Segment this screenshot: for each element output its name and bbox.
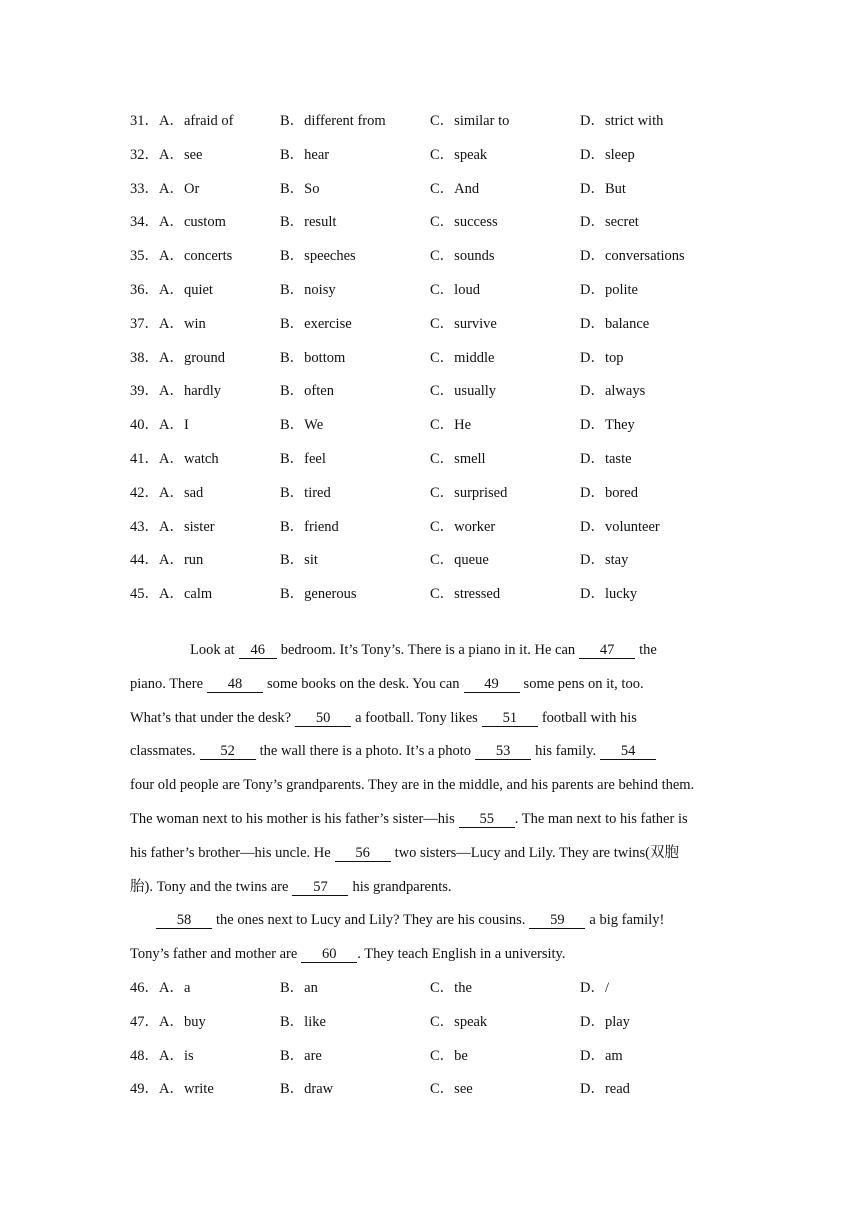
option-a bbox=[130, 308, 206, 342]
option-d: D．read bbox=[580, 1081, 630, 1098]
option-b: B．sit bbox=[280, 552, 318, 569]
option-a bbox=[130, 240, 232, 274]
option-a-text: A．sad bbox=[159, 484, 204, 501]
option-a bbox=[130, 139, 203, 173]
option-b: B．exercise bbox=[280, 315, 352, 332]
question-row bbox=[130, 375, 730, 409]
option-d: D．am bbox=[580, 1047, 623, 1064]
question-number: 34． bbox=[130, 214, 159, 231]
blank-54: 54 bbox=[600, 743, 656, 760]
question-number: 31． bbox=[130, 113, 159, 129]
passage-line: 胎). Tony and the twins are 57 his grandparents. bbox=[130, 878, 452, 895]
question-row bbox=[130, 578, 730, 612]
option-a-text: A．write bbox=[159, 1081, 214, 1098]
option-c: C．He bbox=[430, 417, 472, 434]
question-number: 41． bbox=[130, 450, 159, 467]
option-c: C．middle bbox=[430, 349, 495, 366]
option-d: D．balance bbox=[580, 315, 650, 332]
question-row bbox=[130, 342, 730, 376]
passage-line: four old people are Tony’s grandparents. They are in the middle, and his parents are behind them. bbox=[130, 777, 695, 794]
question-number: 48． bbox=[130, 1047, 159, 1064]
question-number: 32． bbox=[130, 146, 159, 163]
passage-line: classmates. 52 the wall there is a photo. It’s a photo 53 his family. 54 bbox=[130, 735, 722, 769]
option-b: B．tired bbox=[280, 484, 331, 501]
question-number: 47． bbox=[130, 1013, 159, 1030]
option-a bbox=[130, 1073, 214, 1107]
option-d: D．secret bbox=[580, 214, 639, 231]
option-a-text: A．sister bbox=[159, 518, 215, 535]
question-row bbox=[130, 105, 730, 139]
option-a bbox=[130, 477, 203, 511]
question-row bbox=[130, 1040, 730, 1074]
cloze-passage bbox=[130, 634, 722, 972]
option-a-text: A．I bbox=[159, 417, 189, 434]
option-b: B．speeches bbox=[280, 248, 356, 265]
blank-59: 59 bbox=[529, 912, 585, 929]
option-a-text: A．Or bbox=[159, 180, 200, 197]
option-b: B．hear bbox=[280, 146, 330, 163]
option-b: B．generous bbox=[280, 586, 357, 603]
question-row bbox=[130, 544, 730, 578]
option-c: C．usually bbox=[430, 383, 497, 400]
question-number: 44． bbox=[130, 552, 159, 569]
blank-48: 48 bbox=[207, 676, 263, 693]
question-number: 49． bbox=[130, 1081, 159, 1098]
option-a bbox=[130, 578, 212, 612]
blank-58: 58 bbox=[156, 912, 212, 929]
question-number: 43． bbox=[130, 518, 159, 535]
option-a bbox=[130, 409, 189, 443]
option-c: C．survive bbox=[430, 315, 497, 332]
option-a bbox=[130, 173, 199, 207]
option-d: D．always bbox=[580, 383, 646, 400]
option-b: B．result bbox=[280, 214, 337, 231]
option-a bbox=[130, 972, 190, 1006]
option-a bbox=[130, 544, 203, 578]
option-d: D．volunteer bbox=[580, 518, 660, 535]
question-number: 45． bbox=[130, 586, 159, 603]
option-a bbox=[130, 511, 215, 545]
blank-53: 53 bbox=[475, 743, 531, 760]
question-row bbox=[130, 274, 730, 308]
option-a-text: A．see bbox=[159, 146, 203, 163]
question-number: 33． bbox=[130, 180, 159, 197]
blank-55: 55 bbox=[459, 811, 515, 828]
question-row bbox=[130, 173, 730, 207]
question-number: 42． bbox=[130, 484, 159, 501]
option-a bbox=[130, 206, 226, 240]
option-c: C．And bbox=[430, 180, 480, 197]
option-b: B．We bbox=[280, 417, 324, 434]
option-b: B．often bbox=[280, 383, 334, 400]
option-b: B．friend bbox=[280, 518, 339, 535]
option-a-text: A．ground bbox=[159, 349, 226, 366]
option-b: B．feel bbox=[280, 450, 326, 467]
question-number: 46． bbox=[130, 980, 159, 996]
option-d: D．polite bbox=[580, 281, 638, 298]
option-d: D．play bbox=[580, 1013, 630, 1030]
question-number: 35． bbox=[130, 248, 159, 265]
question-row bbox=[130, 443, 730, 477]
option-a-text: A．win bbox=[159, 315, 206, 332]
passage-line: his father’s brother—his uncle. He 56 two sisters—Lucy and Lily. They are twins(双胞 bbox=[130, 844, 679, 861]
option-c: C．success bbox=[430, 214, 498, 231]
option-a-text: A．a bbox=[159, 980, 191, 996]
option-a bbox=[130, 375, 221, 409]
option-a-text: A．concerts bbox=[159, 248, 233, 265]
option-b: B．bottom bbox=[280, 349, 346, 366]
question-number: 40． bbox=[130, 417, 159, 434]
option-a-text: A．custom bbox=[159, 214, 226, 231]
question-row bbox=[130, 1006, 730, 1040]
option-a-text: A．is bbox=[159, 1047, 194, 1064]
option-c: C．the bbox=[430, 980, 472, 996]
question-number: 39． bbox=[130, 383, 159, 400]
option-b: B．different from bbox=[280, 113, 386, 129]
option-c: C．smell bbox=[430, 450, 486, 467]
option-a bbox=[130, 1006, 206, 1040]
blank-52: 52 bbox=[200, 743, 256, 760]
option-c: C．surprised bbox=[430, 484, 508, 501]
option-a-text: A．watch bbox=[159, 450, 219, 467]
blank-49: 49 bbox=[464, 676, 520, 693]
option-a-text: A．calm bbox=[159, 586, 213, 603]
passage-line: piano. There 48 some books on the desk. You can 49 some pens on it, too. bbox=[130, 675, 644, 692]
option-c: C．stressed bbox=[430, 586, 501, 603]
blank-57: 57 bbox=[292, 879, 348, 896]
option-a bbox=[130, 274, 213, 308]
option-d: D．top bbox=[580, 349, 624, 366]
question-row bbox=[130, 972, 730, 1006]
option-c: C．speak bbox=[430, 1013, 488, 1030]
option-c: C．sounds bbox=[430, 248, 495, 265]
blank-56: 56 bbox=[335, 845, 391, 862]
option-a-text: A．quiet bbox=[159, 281, 213, 298]
passage-line: The woman next to his mother is his father’s sister—his 55 . The man next to his father is bbox=[130, 810, 688, 827]
question-row bbox=[130, 206, 730, 240]
question-row bbox=[130, 139, 730, 173]
question-row bbox=[130, 1073, 730, 1107]
option-d: D．strict with bbox=[580, 113, 664, 129]
question-number: 38． bbox=[130, 349, 159, 366]
option-a bbox=[130, 105, 233, 139]
option-c: C．see bbox=[430, 1081, 473, 1098]
option-b: B．like bbox=[280, 1013, 326, 1030]
option-a-text: A．afraid of bbox=[159, 113, 234, 129]
blank-47: 47 bbox=[579, 642, 635, 659]
question-number: 37． bbox=[130, 315, 159, 332]
question-row bbox=[130, 409, 730, 443]
option-d: D．conversations bbox=[580, 248, 685, 265]
option-a-text: A．buy bbox=[159, 1013, 206, 1030]
passage-line: Tony’s father and mother are 60 . They teach English in a university. bbox=[130, 946, 566, 963]
question-row bbox=[130, 511, 730, 545]
passage-line: What’s that under the desk? 50 a football. Tony likes 51 football with his bbox=[130, 709, 637, 726]
blank-51: 51 bbox=[482, 710, 538, 727]
question-row bbox=[130, 477, 730, 511]
question-row bbox=[130, 240, 730, 274]
question-row bbox=[130, 308, 730, 342]
option-d: D．They bbox=[580, 417, 635, 434]
option-d: D．taste bbox=[580, 450, 632, 467]
option-c: C．speak bbox=[430, 146, 488, 163]
option-c: C．loud bbox=[430, 281, 480, 298]
blank-60: 60 bbox=[301, 946, 357, 963]
question-number: 36． bbox=[130, 281, 159, 298]
option-a bbox=[130, 443, 219, 477]
options-46-49 bbox=[130, 972, 730, 1107]
options-31-45 bbox=[130, 105, 730, 612]
option-a bbox=[130, 342, 225, 376]
option-d: D．/ bbox=[580, 980, 609, 996]
option-c: C．queue bbox=[430, 552, 489, 569]
option-d: D．bored bbox=[580, 484, 638, 501]
option-a-text: A．hardly bbox=[159, 383, 222, 400]
option-b: B．noisy bbox=[280, 281, 336, 298]
option-b: B．So bbox=[280, 180, 320, 197]
option-b: B．draw bbox=[280, 1081, 334, 1098]
option-b: B．are bbox=[280, 1047, 322, 1064]
option-a-text: A．run bbox=[159, 552, 204, 569]
option-c: C．similar to bbox=[430, 113, 510, 129]
option-d: D．But bbox=[580, 180, 626, 197]
option-d: D．stay bbox=[580, 552, 629, 569]
blank-50: 50 bbox=[295, 710, 351, 727]
option-c: C．worker bbox=[430, 518, 496, 535]
option-b: B．an bbox=[280, 980, 318, 996]
option-d: D．sleep bbox=[580, 146, 635, 163]
option-a bbox=[130, 1040, 194, 1074]
passage-line: Look at 46 bedroom. It’s Tony’s. There is a piano in it. He can 47 the bbox=[190, 642, 657, 658]
option-c: C．be bbox=[430, 1047, 468, 1064]
option-d: D．lucky bbox=[580, 586, 638, 603]
blank-46: 46 bbox=[239, 642, 277, 659]
passage-line: 58 the ones next to Lucy and Lily? They are his cousins. 59 a big family! bbox=[130, 904, 722, 938]
